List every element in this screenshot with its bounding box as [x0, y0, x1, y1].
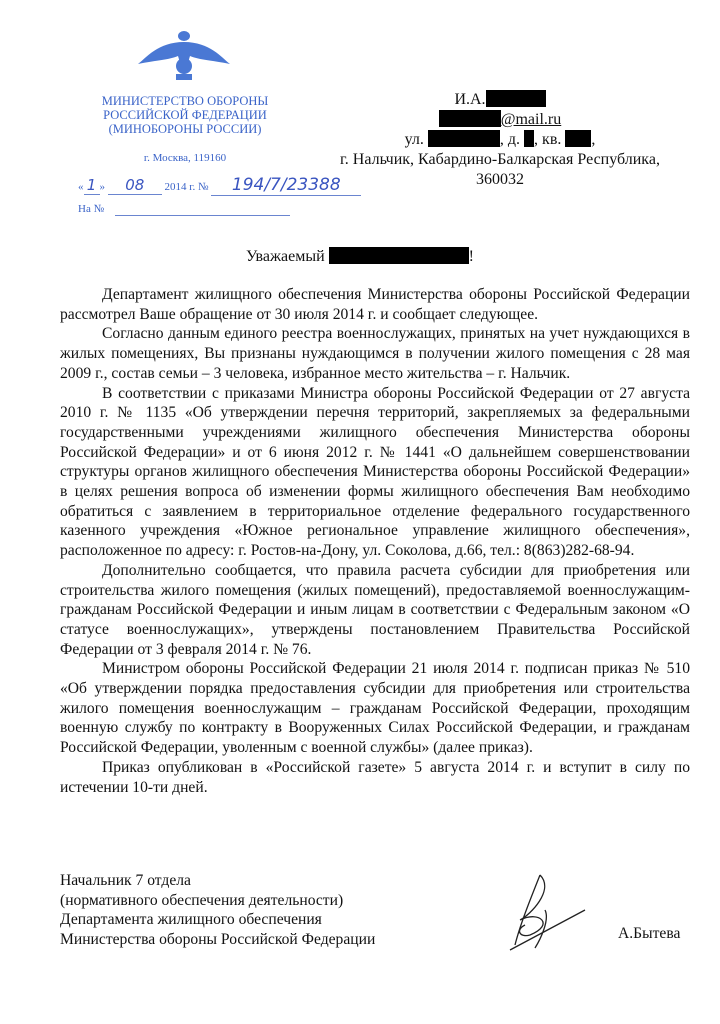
- paragraph: Министром обороны Российской Федерации 21 июля 2014 г. подписан приказ № 510 «Об утверждении порядка предоставления субсидии для приобретения или строительства жилого помещения военнослужащим – гражданам Российской Федерации, проходящим военную службу по контракту в Вооруженных Силах Российской Федерации, и гражданам Российской Федерации, уволенным с военной службы» (далее приказ).: [60, 660, 690, 757]
- signatory-line: (нормативного обеспечения деятельности): [60, 891, 344, 909]
- greeting: Уважаемый !: [246, 248, 474, 265]
- double-headed-eagle-emblem: [138, 30, 230, 82]
- paragraph: Департамент жилищного обеспечения Министерства обороны Российской Федерации рассмотрел Ваше обращение от 30 июля 2014 г. и сообщает следующее.: [60, 286, 690, 323]
- handwritten-signature: [500, 870, 590, 955]
- signatory-title: [60, 871, 375, 949]
- reference-label: На №: [78, 203, 105, 215]
- date-day: 1: [84, 176, 100, 195]
- ministry-line: РОССИЙСКОЙ ФЕДЕРАЦИИ: [103, 108, 267, 122]
- signatory-line: Министерства обороны Российской Федерации: [60, 930, 376, 948]
- reference-number: [78, 203, 290, 216]
- paragraph: В соответствии с приказами Министра обороны Российской Федерации от 27 августа 2010 г. № 1135 «Об утверждении перечня территорий, закрепляемых за федеральными государственными учреждениями жилищного обеспечения Министерства обороны Российской Федерации» и от 6 июня 2012 г. № 1441 «О дальнейшем совершенствовании структуры органов жилищного обеспечения Министерства обороны Российской Федерации» в целях решения вопроса об изменении формы жилищного обеспечения Вам необходимо обратиться с заявлением в территориальное отделение федерального государственного казенного учреждения «Южное региональное управление жилищного обеспечения», расположенное по адресу: г. Ростов-на-Дону, ул. Соколова, д.66, тел.: 8(863)282-68-94.: [60, 384, 690, 560]
- outgoing-date-number: « 1 » 08 2014 г. № 194/7/23388: [78, 175, 361, 196]
- addressee-city: г. Нальчик, Кабардино-Балкарская Республика,: [340, 151, 660, 168]
- reference-line: [115, 203, 290, 216]
- signatory-line: Начальник 7 отдела: [60, 872, 191, 889]
- paragraph: Приказ опубликован в «Российской газете» 5 августа 2014 г. и вступит в силу по истечении 10-ти дней.: [60, 758, 690, 796]
- ministry-city: г. Москва, 119160: [143, 152, 227, 164]
- paragraph: Согласно данным единого реестра военнослужащих, принятых на учет нуждающихся в жилых помещениях, Вы признаны нуждающимся в получении жилого помещения с 28 мая 2009 г., состав семьи – 3 человека, избранное место жительства – г. Нальчик.: [60, 325, 690, 382]
- date-year-label: 2014 г. №: [164, 181, 209, 193]
- addressee-street: ул. , д. , кв. ,: [404, 131, 596, 148]
- paragraph: Дополнительно сообщается, что правила расчета субсидии для приобретения или строительства жилого помещения (жилых помещений), предоставляемой военнослужащим-гражданам Российской Федерации и иным лицам в соответствии с Федеральным законом «О статусе военнослужащих», утверждены постановлением Правительства Российской Федерации от 3 февраля 2014 г. № 76.: [60, 561, 690, 658]
- date-month: 08: [108, 176, 162, 195]
- outgoing-number: 194/7/23388: [211, 175, 361, 196]
- ministry-name: [70, 94, 300, 136]
- signatory-name: А.Бытева: [618, 925, 681, 942]
- ministry-line: МИНИСТЕРСТВО ОБОРОНЫ: [101, 94, 269, 108]
- addressee-block: [320, 90, 680, 190]
- addressee-zip: 360032: [476, 171, 524, 188]
- letter-body: [60, 285, 690, 797]
- signatory-line: Департамента жилищного обеспечения: [60, 911, 322, 928]
- addressee-name: И.А.: [320, 90, 680, 110]
- addressee-email: @mail.ru: [320, 110, 680, 130]
- ministry-line: (МИНОБОРОНЫ РОССИИ): [108, 122, 262, 136]
